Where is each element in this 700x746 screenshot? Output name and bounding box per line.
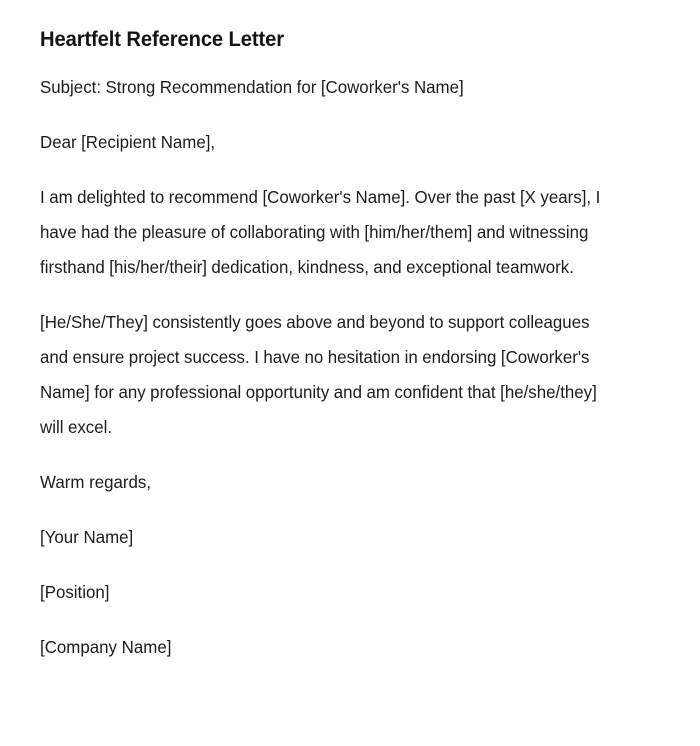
signature-company-name: [Company Name] [40,637,172,657]
subject-line: Subject: Strong Recommendation for [Coworker's Name] [40,77,464,97]
signature-your-name: [Your Name] [40,527,134,547]
body-paragraph-1: I am delighted to recommend [Coworker's Name]. Over the past [X years], I have had the pleasure of collaborating with [him/her/them] and witnessing firsthand [his/her/their] dedication, kindness, and exceptional teamwork. [40,187,601,277]
salutation: Dear [Recipient Name], [40,132,216,152]
body-paragraph-2: [He/She/They] consistently goes above and beyond to support colleagues and ensure project success. I have no hesitation in endorsing [Coworker's Name] for any professional opportunity and am confident that [he/she/they] will excel. [40,312,597,437]
page-title: Heartfelt Reference Letter [40,28,285,51]
signature-position: [Position] [40,582,110,602]
closing-line: Warm regards, [40,472,152,492]
letter-body [40,70,640,665]
